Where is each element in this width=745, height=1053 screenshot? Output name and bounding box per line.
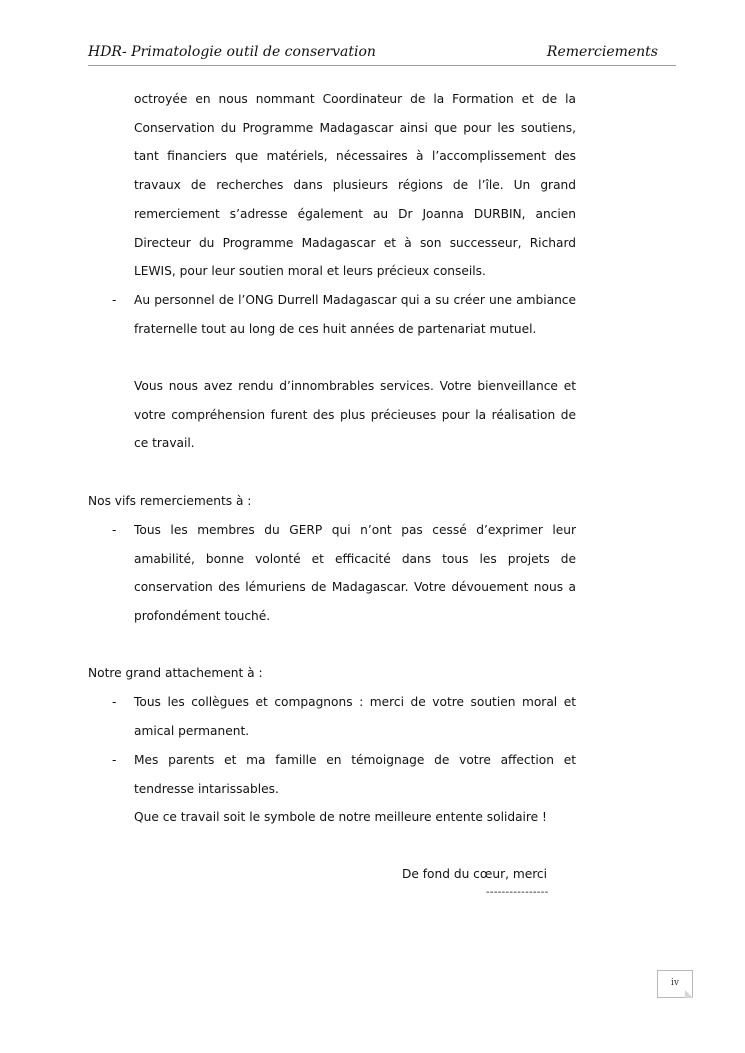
header-section: Remerciements bbox=[546, 44, 658, 60]
page-header bbox=[88, 43, 676, 66]
page-number: iv bbox=[657, 970, 693, 998]
heading-vifs-remerciements: Nos vifs remerciements à : bbox=[88, 494, 252, 508]
paragraph-durrell: Au personnel de l’ONG Durrell Madagascar qui a su créer une ambiance fraternelle tout au long de ces huit années de partenariat mutuel. bbox=[134, 293, 576, 336]
paragraph-gerp: Tous les membres du GERP qui n’ont pas cessé d’exprimer leur amabilité, bonne volonté et efficacité dans tous les projets de conservation des lémuriens de Madagascar. Votre dévouement nous a profondément touché. bbox=[134, 523, 576, 624]
paragraph-collegues: Tous les collègues et compagnons : merci de votre soutien moral et amical permanent. bbox=[134, 695, 576, 738]
signature-line: ---------------- bbox=[486, 887, 549, 898]
paragraph-services: Vous nous avez rendu d’innombrables services. Votre bienveillance et votre compréhension furent des plus précieuses pour la réalisation de ce travail. bbox=[134, 379, 576, 451]
heading-attachement: Notre grand attachement à : bbox=[88, 666, 263, 680]
paragraph-coordinator: octroyée en nous nommant Coordinateur de la Formation et de la Conservation du Programme Madagascar ainsi que pour les soutiens, tant financiers que matériels, nécessaires à l’accomplissement des travaux de recherches dans plusieurs régions de l’île. Un grand remerciement s’adresse également au Dr Joanna DURBIN, ancien Directeur du Programme Madagascar et à son successeur, Richard LEWIS, pour leur soutien moral et leurs précieux conseils. bbox=[134, 92, 576, 279]
signoff-text: De fond du cœur, merci bbox=[402, 867, 548, 881]
bullet-dash: - bbox=[112, 753, 117, 767]
paragraph-symbole: Que ce travail soit le symbole de notre meilleure entente solidaire ! bbox=[134, 810, 547, 824]
bullet-dash: - bbox=[112, 293, 117, 307]
paragraph-famille: Mes parents et ma famille en témoignage de votre affection et tendresse intarissables. bbox=[134, 753, 576, 796]
header-title: HDR- Primatologie outil de conservation bbox=[88, 44, 376, 60]
bullet-dash: - bbox=[112, 523, 117, 537]
bullet-dash: - bbox=[112, 695, 117, 709]
